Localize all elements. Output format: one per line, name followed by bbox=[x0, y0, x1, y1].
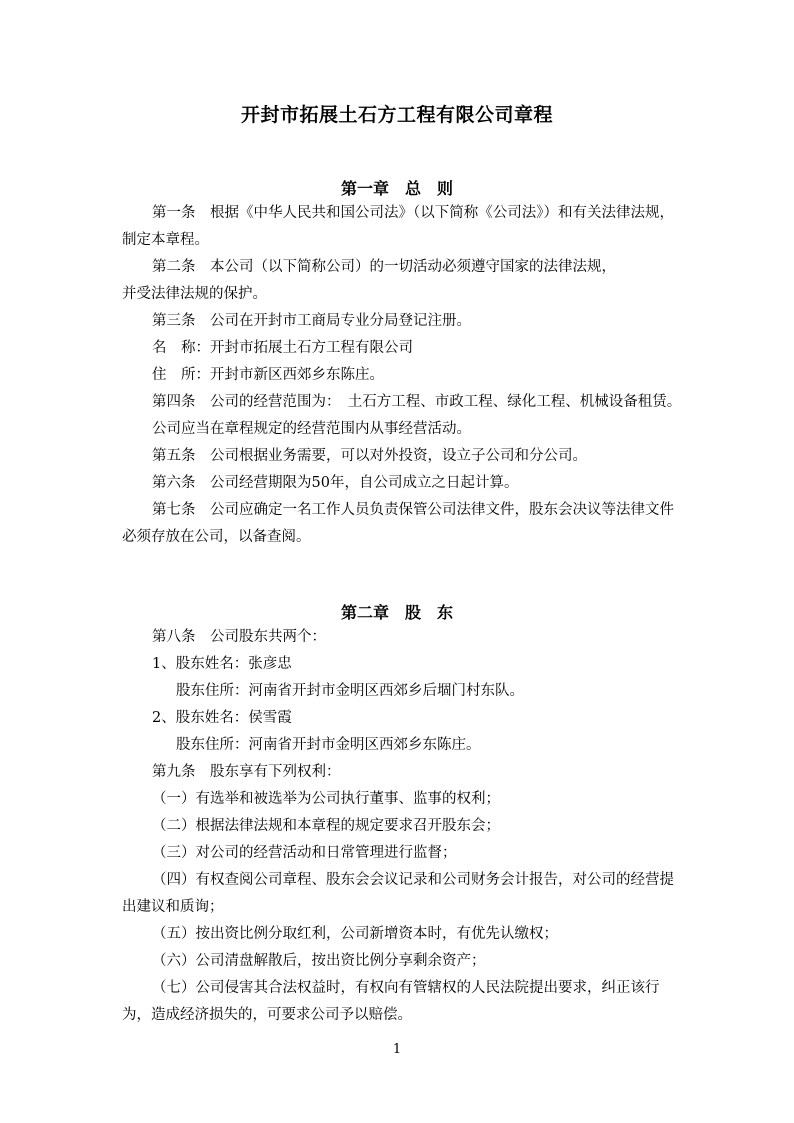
right-5: （五）按出资比例分取红利，公司新增资本时，有优先认缴权； bbox=[152, 926, 558, 942]
article-6: 第六条 公司经营期限为50年，自公司成立之日起计算。 bbox=[152, 475, 519, 491]
right-3: （三）对公司的经营活动和日常管理进行监督； bbox=[152, 845, 457, 861]
shareholder-1-name: 1、股东姓名：张彦忠 bbox=[152, 656, 292, 672]
page-number: 1 bbox=[392, 1042, 402, 1057]
right-2: （二）根据法律法规和本章程的规定要求召开股东会； bbox=[152, 818, 500, 834]
shareholder-2-address: 股东住所：河南省开封市金明区西郊乡东陈庄。 bbox=[176, 737, 481, 753]
chapter-2-heading: 第二章 股 东 bbox=[340, 603, 453, 622]
right-6: （六）公司清盘解散后，按出资比例分享剩余资产； bbox=[152, 953, 486, 969]
chapter-1-heading: 第一章 总 则 bbox=[340, 179, 453, 198]
right-7: （七）公司侵害其合法权益时，有权向有管辖权的人民法院提出要求，纠正该行为，造成经济损失的，可要求公司予以赔偿。 bbox=[122, 980, 660, 1023]
right-4: （四）有权查阅公司章程、股东会会议记录和公司财务会计报告，对公司的经营提出建议和质询； bbox=[122, 872, 674, 915]
article-4: 第四条 公司的经营范围为： 土石方工程、市政工程、绿化工程、机械设备租赁。 bbox=[152, 394, 682, 410]
shareholder-1-address: 股东住所：河南省开封市金明区西郊乡后堌门村东队。 bbox=[176, 683, 524, 699]
article-1: 第一条 根据《中华人民共和国公司法》（以下简称《公司法》）和有关法律法规，制定本章程。 bbox=[122, 205, 674, 248]
article-2-continued: 并受法律法规的保护。 bbox=[122, 286, 267, 302]
article-8: 第八条 公司股东共两个： bbox=[152, 629, 326, 645]
shareholder-2-name: 2、股东姓名：侯雪霞 bbox=[152, 710, 292, 726]
article-7: 第七条 公司应确定一名工作人员负责保管公司法律文件，股东会决议等法律文件必须存放在公司，以备查阅。 bbox=[122, 502, 674, 545]
document-title: 开封市拓展土石方工程有限公司章程 bbox=[240, 104, 553, 126]
business-scope-note: 公司应当在章程规定的经营范围内从事经营活动。 bbox=[152, 421, 471, 437]
article-2: 第二条 本公司（以下简称公司）的一切活动必须遵守国家的法律法规， bbox=[152, 259, 616, 275]
article-9: 第九条 股东享有下列权利： bbox=[152, 764, 341, 780]
chapter-2-body bbox=[122, 624, 682, 1029]
article-3: 第三条 公司在开封市工商局专业分局登记注册。 bbox=[152, 313, 471, 329]
chapter-1-body bbox=[122, 200, 682, 551]
company-address-line: 住 所：开封市新区西郊乡东陈庄。 bbox=[152, 367, 384, 383]
article-5: 第五条 公司根据业务需要，可以对外投资，设立子公司和分公司。 bbox=[152, 448, 587, 464]
right-1: （一）有选举和被选举为公司执行董事、监事的权利； bbox=[152, 791, 500, 807]
company-name-line: 名 称：开封市拓展土石方工程有限公司 bbox=[152, 340, 413, 356]
